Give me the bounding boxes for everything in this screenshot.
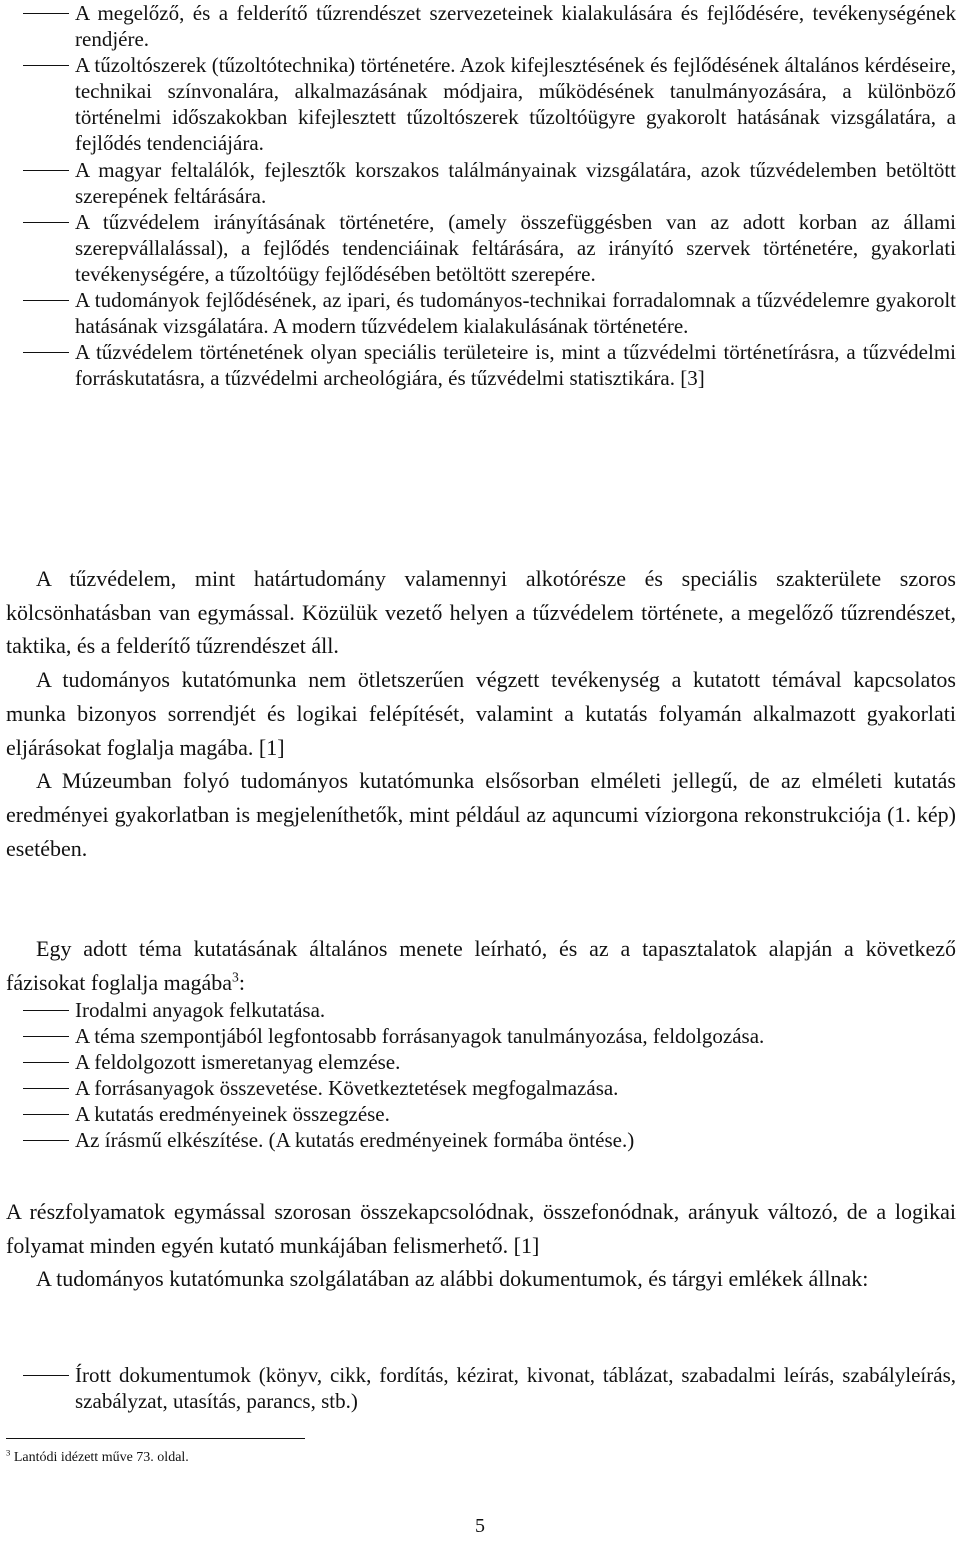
list-item: A magyar feltalálók, fejlesztők korszakos találmányainak vizsgálatára, azok tűzvédelemben betöltött szerepének feltárására. bbox=[6, 157, 956, 209]
list-item: A kutatás eredményeinek összegzése. bbox=[6, 1101, 956, 1127]
paragraph-text: Egy adott téma kutatásának általános menete leírható, és az a tapasztalatok alapján a következő fázisokat foglalja magába bbox=[6, 936, 956, 995]
paragraph: A tűzvédelem, mint határtudomány valamennyi alkotórésze és speciális szakterülete szoros kölcsönhatásban van egymással. Közülük vezető helyen a tűzvédelem története, a megelőző tűzrendészet, taktika, és a felderítő tűzrendészet áll. bbox=[6, 566, 956, 659]
list-item: A tűzoltószerek (tűzoltótechnika) történetére. Azok kifejlesztésének és fejlődésének általános kérdéseire, technikai színvonalára, alkalmazásának módjaira, működésének tanulmányozására, a különböző történelmi időszakokban kifejlesztett tűzoltószerek tűzoltóügyre gyakorolt hatásának vizsgálatára, a fejlődés tendenciájára. bbox=[6, 52, 956, 156]
paragraph: A részfolyamatok egymással szorosan összekapcsolódnak, összefonódnak, arányuk változó, de a logikai folyamat minden egyén kutató munkájában felismerhető. [1] bbox=[6, 1199, 956, 1258]
footnote-reference: 3 bbox=[232, 969, 239, 985]
footnote-divider bbox=[6, 1438, 305, 1439]
list-item: A tűzvédelem történetének olyan speciális területeire is, mint a tűzvédelmi történetírásra, a tűzvédelmi forráskutatásra, a tűzvédelmi archeológiára, és tűzvédelmi statisztikára. [3] bbox=[6, 339, 956, 391]
body-text-2 bbox=[6, 1195, 956, 1296]
page-number: 5 bbox=[475, 1515, 485, 1537]
paragraph: A Múzeumban folyó tudományos kutatómunka elsősorban elméleti jellegű, de az elméleti kutatás eredményei gyakorlatban is megjeleníthetők, mint például az aquncumi víziorgona rekonstrukciója (1. kép) esetében. bbox=[6, 768, 956, 861]
paragraph-end: : bbox=[238, 969, 245, 995]
list-item: Irodalmi anyagok felkutatása. bbox=[6, 997, 956, 1023]
list-item: A feldolgozott ismeretanyag elemzése. bbox=[6, 1049, 956, 1075]
research-phases-section bbox=[6, 932, 956, 999]
list-item: A forrásanyagok összevetése. Következtetések megfogalmazása. bbox=[6, 1075, 956, 1101]
footnote-text: Lantódi idézett műve 73. oldal. bbox=[13, 1450, 189, 1465]
phase-list bbox=[6, 997, 956, 1154]
list-item: Az írásmű elkészítése. (A kutatás eredményeinek formába öntése.) bbox=[6, 1127, 956, 1153]
list-item: A téma szempontjából legfontosabb forrásanyagok tanulmányozása, feldolgozása. bbox=[6, 1023, 956, 1049]
paragraph bbox=[6, 932, 956, 999]
list-item: A megelőző, és a felderítő tűzrendészet szervezeteinek kialakulására és fejlődésére, tevékenységének rendjére. bbox=[6, 0, 956, 52]
footnote-mark: 3 bbox=[6, 1447, 11, 1458]
topic-list bbox=[6, 0, 956, 391]
paragraph: A tudományos kutatómunka nem ötletszerűen végzett tevékenység a kutatott témával kapcsolatos munka bizonyos sorrendjét és logikai felépítését, valamint a kutatás folyamán alkalmazott gyakorlati eljárásokat foglalja magába. [1] bbox=[6, 667, 956, 760]
paragraph: A tudományos kutatómunka szolgálatában az alábbi dokumentumok, és tárgyi emlékek állnak: bbox=[36, 1266, 869, 1292]
footnote bbox=[6, 1448, 189, 1468]
list-item: Írott dokumentumok (könyv, cikk, fordítás, kézirat, kivonat, táblázat, szabadalmi leírás, szabályleírás, szabályzat, utasítás, parancs, stb.) bbox=[6, 1362, 956, 1414]
list-item: A tűzvédelem irányításának történetére, (amely összefüggésben van az adott korban az állami szerepvállalással), a fejlődés tendenciáinak feltárására, az irányító szervek történetére, gyakorlati tevékenységére, a tűzoltóügy fejlődésében betöltött szerepére. bbox=[6, 209, 956, 287]
document-list bbox=[6, 1362, 956, 1414]
body-text bbox=[6, 562, 956, 865]
list-item: A tudományok fejlődésének, az ipari, és tudományos-technikai forradalomnak a tűzvédelemre gyakorolt hatásának vizsgálatára. A modern tűzvédelem kialakulásának történetére. bbox=[6, 287, 956, 339]
